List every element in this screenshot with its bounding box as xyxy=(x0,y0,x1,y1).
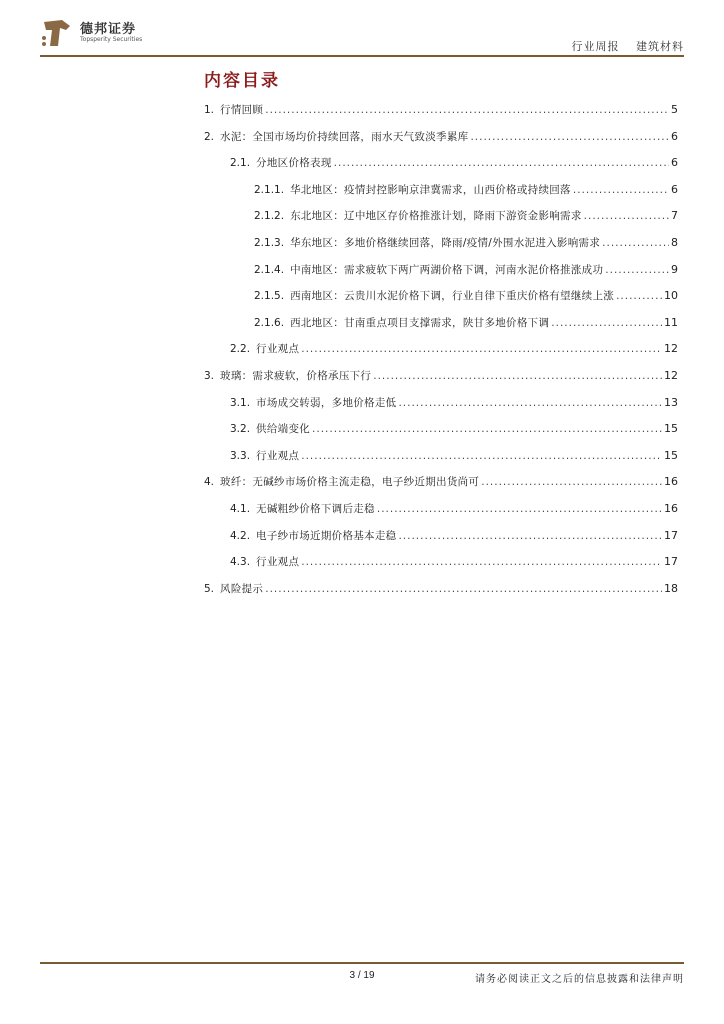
toc-entry-page: 6 xyxy=(671,129,678,143)
toc-entry-title: 西北地区：甘南重点项目支撑需求，陕甘多地价格下调 xyxy=(290,316,550,329)
toc-leader-dots xyxy=(573,184,669,196)
toc-entry-number: 2.1.6. xyxy=(254,316,285,329)
brand-name: 德邦证券 xyxy=(80,22,137,37)
toc-entry-page: 15 xyxy=(664,448,678,462)
toc-entry[interactable] xyxy=(204,102,678,124)
toc-leader-dots xyxy=(265,583,662,595)
brand-logo-icon xyxy=(40,16,74,50)
toc-entry-number: 4.3. xyxy=(230,556,251,569)
toc-leader-dots xyxy=(470,131,669,143)
toc-leader-dots xyxy=(301,556,662,568)
toc-entry-title: 行业观点 xyxy=(256,556,300,569)
toc-entry-title: 供给端变化 xyxy=(256,423,311,436)
toc-entry[interactable] xyxy=(204,395,678,417)
toc-entry[interactable] xyxy=(204,501,678,523)
toc-entry-title: 行业观点 xyxy=(256,343,300,356)
toc-entry-page: 16 xyxy=(664,502,678,515)
toc-entry-title: 华北地区：疫情封控影响京津冀需求，山西价格或持续回落 xyxy=(290,183,571,196)
brand-name-en: Topsperity Securities xyxy=(80,36,143,43)
toc-entry-page: 9 xyxy=(671,262,678,276)
toc-entry-number: 5. xyxy=(204,582,215,595)
toc-entry[interactable] xyxy=(204,581,678,603)
toc-entry-page: 10 xyxy=(664,289,678,303)
toc-leader-dots xyxy=(373,370,662,382)
toc-entry-number: 2.1. xyxy=(230,157,251,170)
toc-entry-title: 东北地区：辽中地区存价格推涨计划，降雨下游资金影响需求 xyxy=(290,210,582,223)
header-divider xyxy=(40,55,684,57)
toc-entry-number: 4. xyxy=(204,476,215,489)
report-type: 行业周报 xyxy=(571,40,620,53)
toc-entry-title: 市场成交转弱，多地价格走低 xyxy=(256,396,397,409)
toc-entry[interactable] xyxy=(204,421,678,443)
toc-entry[interactable] xyxy=(204,474,678,496)
toc-entry-title: 华东地区：多地价格继续回落，降雨/疫情/外围水泥进入影响需求 xyxy=(290,237,601,249)
toc-entry-title: 西南地区：云贵川水泥价格下调，行业自律下重庆价格有望继续上涨 xyxy=(290,290,615,303)
toc-entry-number: 2.1.2. xyxy=(254,210,285,223)
toc-entry-title: 行业观点 xyxy=(256,449,300,462)
toc-entry-number: 3.3. xyxy=(230,449,251,462)
toc-entry-title: 玻纤：无碱纱市场价格主流走稳，电子纱近期出货尚可 xyxy=(220,476,480,489)
toc-entry-page: 5 xyxy=(671,103,678,116)
toc-entry-number: 2. xyxy=(204,130,215,143)
toc-entry[interactable] xyxy=(204,208,678,230)
toc-leader-dots xyxy=(551,317,662,329)
toc-entry-page: 13 xyxy=(664,395,678,409)
toc-leader-dots xyxy=(481,476,662,488)
brand-logo xyxy=(40,16,180,52)
page-header xyxy=(40,10,684,55)
toc-entry[interactable] xyxy=(204,528,678,550)
toc-entry-page: 6 xyxy=(671,156,678,170)
toc-entry-title: 水泥：全国市场均价持续回落，雨水天气致淡季累库 xyxy=(220,130,469,143)
report-category xyxy=(572,38,685,54)
toc-entry-title: 行情回顾 xyxy=(220,104,264,116)
toc-entry-number: 2.2. xyxy=(230,343,251,356)
toc-entry[interactable] xyxy=(204,341,678,363)
toc-leader-dots xyxy=(584,210,669,222)
toc-entry-title: 中南地区：需求疲软下两广两湖价格下调，河南水泥价格推涨成功 xyxy=(290,263,604,276)
toc-entry-page: 12 xyxy=(664,369,678,382)
toc-entry[interactable] xyxy=(204,235,678,257)
toc-leader-dots xyxy=(301,450,662,462)
toc-entry-number: 4.1. xyxy=(230,503,251,515)
toc-title: 内容目录 xyxy=(204,71,280,91)
toc-entry-page: 8 xyxy=(671,236,678,249)
toc-entry[interactable] xyxy=(204,368,678,390)
page-number: 3 / 19 xyxy=(349,970,375,981)
toc-entry-number: 2.1.4. xyxy=(254,263,285,276)
toc-entry-page: 17 xyxy=(664,528,678,542)
toc-entry-title: 电子纱市场近期价格基本走稳 xyxy=(256,529,397,542)
toc-leader-dots xyxy=(605,264,669,276)
sector-name: 建筑材料 xyxy=(636,40,684,53)
toc-entry-number: 3.1. xyxy=(230,396,251,409)
toc-entry[interactable] xyxy=(204,448,678,470)
toc-entry-number: 3.2. xyxy=(230,423,251,436)
footer-divider xyxy=(40,962,684,964)
toc-entry-number: 2.1.3. xyxy=(254,237,285,249)
toc-leader-dots xyxy=(265,104,669,116)
toc-entry-number: 3. xyxy=(204,370,215,382)
toc-entry-title: 风险提示 xyxy=(220,582,264,595)
toc-leader-dots xyxy=(398,530,662,542)
toc-entry[interactable] xyxy=(204,182,678,204)
toc-entry-page: 18 xyxy=(664,581,678,595)
toc-leader-dots xyxy=(301,343,662,355)
toc-entry-page: 11 xyxy=(664,315,678,329)
toc-entry[interactable] xyxy=(204,155,678,177)
toc-entry-title: 无碱粗纱价格下调后走稳 xyxy=(256,503,375,515)
toc-entry[interactable] xyxy=(204,129,678,151)
toc-entry-number: 2.1.1. xyxy=(254,183,285,196)
toc-entry-title: 玻璃：需求疲软，价格承压下行 xyxy=(220,370,372,382)
toc-entry-page: 7 xyxy=(671,209,678,223)
toc-entry-number: 2.1.5. xyxy=(254,290,285,303)
toc-entry-page: 6 xyxy=(671,182,678,196)
toc-leader-dots xyxy=(312,423,662,435)
toc-entry-title: 分地区价格表现 xyxy=(256,157,332,170)
toc-entry-page: 16 xyxy=(664,475,678,489)
toc-leader-dots xyxy=(602,237,669,249)
toc-entry[interactable] xyxy=(204,262,678,284)
toc-leader-dots xyxy=(334,157,669,169)
toc-entry[interactable] xyxy=(204,288,678,310)
toc-entry-page: 12 xyxy=(664,342,678,356)
toc-entry[interactable] xyxy=(204,315,678,337)
disclaimer-note: 请务必阅读正文之后的信息披露和法律声明 xyxy=(475,974,684,985)
toc-entry-number: 1. xyxy=(204,104,215,116)
toc-entry-number: 4.2. xyxy=(230,529,251,542)
toc-leader-dots xyxy=(377,503,662,515)
toc-leader-dots xyxy=(616,290,662,302)
toc-entry[interactable] xyxy=(204,554,678,576)
toc-entry-page: 17 xyxy=(664,555,678,569)
toc-entry-page: 15 xyxy=(664,422,678,436)
toc-leader-dots xyxy=(398,397,662,409)
